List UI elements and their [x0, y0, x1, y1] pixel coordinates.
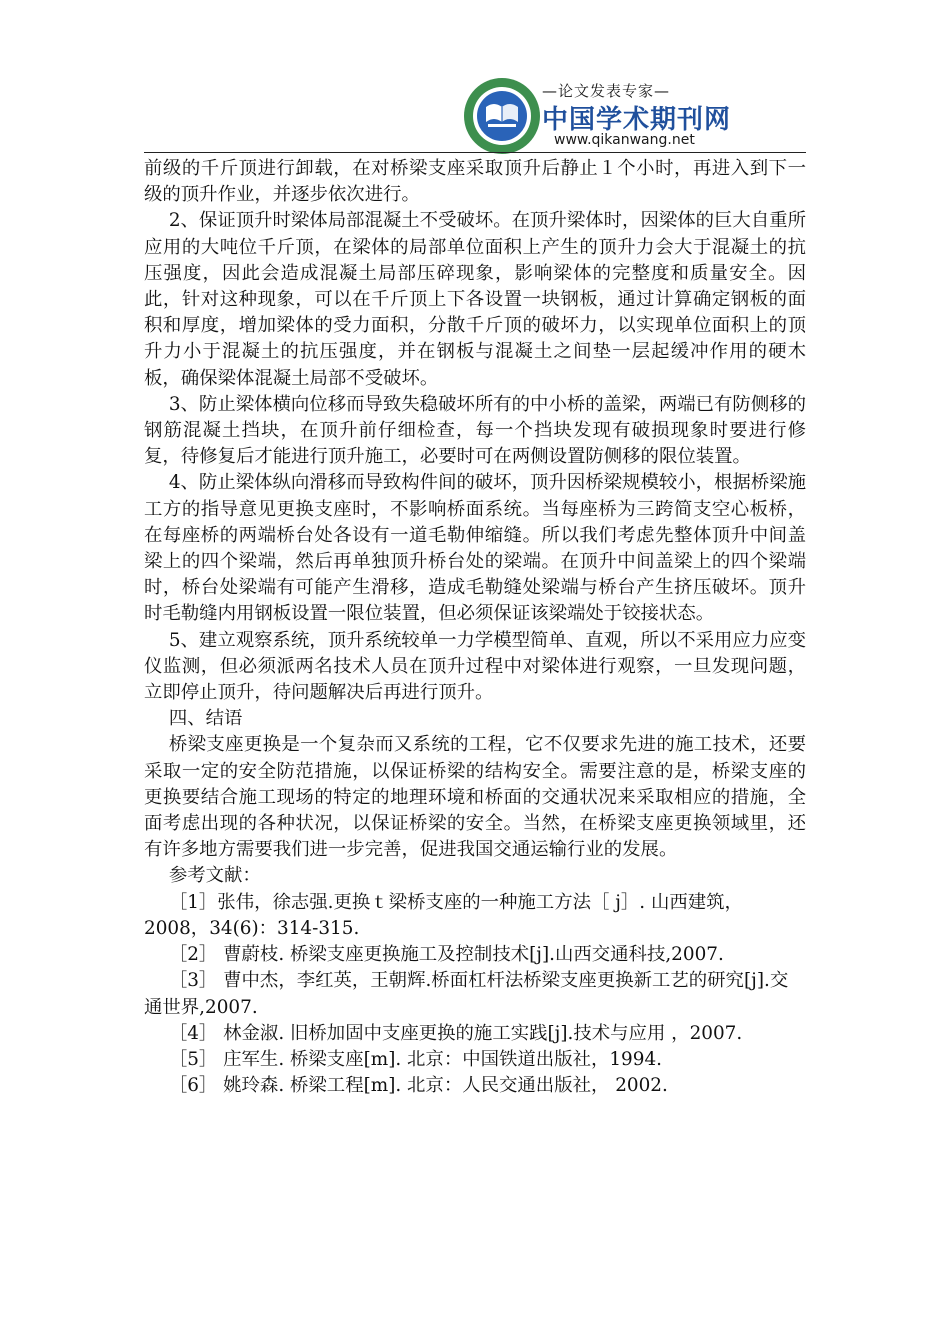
header-website-url[interactable]: www.qikanwang.net [554, 132, 695, 148]
header-brand-name: 中国学术期刊网 [542, 105, 732, 135]
conclusion-paragraph: 桥梁支座更换是一个复杂而又系统的工程，它不仅要求先进的施工技术，还要采取一定的安全防范措施，以保证桥梁的结构安全。需要注意的是，桥梁支座的更换要结合施工现场的特定的地理环境和桥面的交通状况来采取相应的措施，全面考虑出现的各种状况，以保证桥梁的安全。当然，在桥梁支座更换领域里，还有许多地方需要我们进一步完善，促进我国交通运输行业的发展。 [144, 734, 806, 861]
reference-item: ［4］ 林金淑. 旧桥加固中支座更换的施工实践[j].技术与应用 ，2007. [168, 1022, 743, 1044]
paragraph-3: 3、防止梁体横向位移而导致失稳破坏所有的中小桥的盖梁，两端已有防侧移的钢筋混凝土挡块，在顶升前仔细检查，每一个挡块发现有破损现象时要进行修复，待修复后才能进行顶升施工，必要时可在两侧设置防侧移的限位装置。 [144, 393, 806, 468]
article-body [144, 156, 806, 1099]
reference-item: ［6］ 姚玲森. 桥梁工程[m]. 北京：人民交通出版社， 2002. [168, 1075, 668, 1097]
section-heading-conclusion: 四、结语 [168, 708, 243, 730]
qikanwang-logo-icon [462, 76, 542, 160]
reference-item: ［5］ 庄军生. 桥梁支座[m]. 北京：中国铁道出版社，1994. [168, 1048, 663, 1070]
paragraph-4: 4、防止梁体纵向滑移而导致构件间的破坏，顶升因桥梁规模较小，根据桥梁施工方的指导意见更换支座时，不影响桥面系统。当每座桥为三跨简支空心板桥，在每座桥的两端桥台处各设有一道毛勒伸缩缝。所以我们考虑先整体顶升中间盖梁上的四个梁端，然后再单独顶升桥台处的梁端。在顶升中间盖梁上的四个梁端时，桥台处梁端有可能产生滑移，造成毛勒缝处梁端与桥台产生挤压破坏。顶升时毛勒缝内用钢板设置一限位装置，但必须保证该梁端处于铰接状态。 [144, 472, 806, 625]
reference-item: ［2］ 曹蔚枝. 桥梁支座更换施工及控制技术[j].山西交通科技,2007. [168, 944, 724, 966]
paragraph-5: 5、建立观察系统，顶升系统较单一力学模型简单、直观，所以不采用应力应变仪监测，但必须派两名技术人员在顶升过程中对梁体进行观察，一旦发现问题，立即停止顶升，待问题解决后再进行顶升。 [144, 629, 806, 704]
paragraph-2: 2、保证顶升时梁体局部混凝土不受破坏。在顶升梁体时，因梁体的巨大自重所应用的大吨位千斤顶，在梁体的局部单位面积上产生的顶升力会大于混凝土的抗压强度，因此会造成混凝土局部压碎现象，影响梁体的完整度和质量安全。因此，针对这种现象，可以在千斤顶上下各设置一块钢板，通过计算确定钢板的面积和厚度，增加梁体的受力面积，分散千斤顶的破坏力，以实现单位面积上的顶升力小于混凝土的抗压强度，并在钢板与混凝土之间垫一层起缓冲作用的硬木板，确保梁体混凝土局部不受破坏。 [144, 210, 806, 389]
references-heading: 参考文献： [168, 865, 261, 887]
reference-item: ［1］张伟，徐志强.更换ｔ梁桥支座的一种施工方法［ j］. 山西建筑，2008，34(6)：314-315. [144, 891, 743, 939]
header-slogan: —论文发表专家— [542, 82, 671, 100]
continuation-paragraph: 前级的千斤顶进行卸载，在对桥梁支座采取顶升后静止１个小时，再进入到下一级的顶升作业，并逐步依次进行。 [144, 158, 806, 206]
page-header [0, 0, 950, 152]
header-divider [144, 152, 806, 153]
reference-item: ［3］ 曹中杰，李红英，王朝辉.桥面杠杆法桥梁支座更换新工艺的研究[j].交通世界,2007. [144, 970, 789, 1018]
